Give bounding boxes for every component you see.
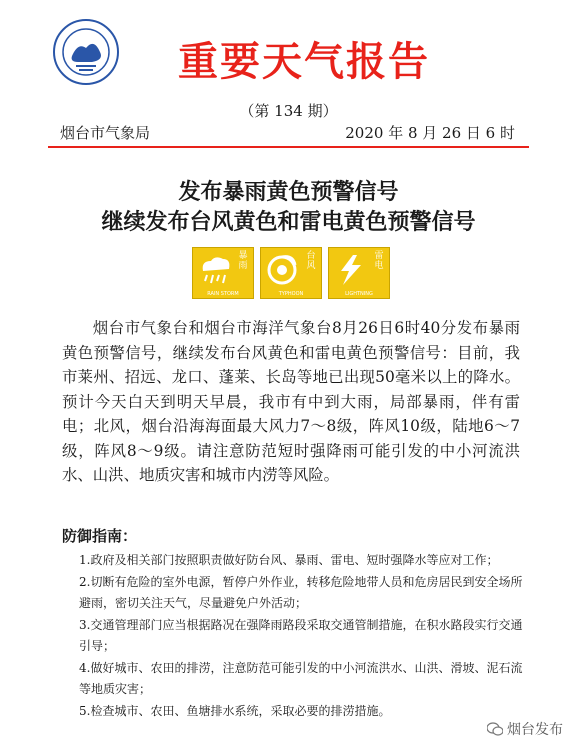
typhoon-icon <box>265 253 303 287</box>
headline-line1: 发布暴雨黄色预警信号 <box>178 179 399 205</box>
lightning-en-label: LIGHTNING <box>345 291 373 297</box>
guide-item: 3.交通管理部门应当根据路况在强降雨路段采取交通管制措施，在积水路段实行交通引导； <box>79 617 523 653</box>
typhoon-label: 台风 <box>306 251 316 271</box>
guide-list <box>79 550 525 722</box>
rainstorm-en-label: RAIN STORM <box>207 291 239 297</box>
watermark-text: 烟台发布 <box>507 722 563 738</box>
guide-title: 防御指南： <box>62 527 138 545</box>
headline-line2: 继续发布台风黄色和雷电黄色预警信号 <box>101 209 476 235</box>
watermark <box>487 719 563 739</box>
warning-signals <box>192 247 390 299</box>
issue-number: （第 134 期） <box>239 102 338 120</box>
agency-name: 烟台市气象局 <box>60 124 151 142</box>
lightning-label: 雷电 <box>374 251 384 271</box>
issue-datetime: 2020 年 8 月 26 日 6 时 <box>345 124 515 142</box>
typhoon-signal <box>260 247 322 299</box>
report-body: 烟台市气象台和烟台市海洋气象台8月26日6时40分发布暴雨黄色预警信号，继续发布台风黄色和雷电黄色预警信号：目前，我市莱州、招远、龙口、蓬莱、长岛等地已出现50毫米以上的降水。预计今天白天到明天早晨，我市有中到大雨，局部暴雨，伴有雷电；北风，烟台沿海海面最大风力7～8级，阵风10级，陆地6～7级，阵风8～9级。请注意防范短时强降雨可能引发的中小河流洪水、山洪、地质灾害和城市内涝等风险。 <box>62 319 520 484</box>
guide-item: 2.切断有危险的室外电源，暂停户外作业，转移危险地带人员和危房居民到安全场所避雨，密切关注天气，尽量避免户外活动； <box>79 574 523 610</box>
guide-item: 4.做好城市、农田的排涝，注意防范可能引发的中小河流洪水、山洪、滑坡、泥石流等地质灾害； <box>79 660 523 696</box>
guide-item: 5.检查城市、农田、鱼塘排水系统，采取必要的排涝措施。 <box>79 703 391 718</box>
rainstorm-label: 暴雨 <box>238 251 248 271</box>
typhoon-en-label: TYPHOON <box>278 291 304 297</box>
guide-item: 1.政府及相关部门按照职责做好防台风、暴雨、雷电、短时强降水等应对工作； <box>79 553 499 567</box>
rainstorm-signal <box>192 247 254 299</box>
red-divider <box>48 146 529 148</box>
lightning-icon <box>333 253 371 287</box>
report-title: 重要天气报告 <box>178 38 430 85</box>
lightning-signal <box>328 247 390 299</box>
rainstorm-icon <box>197 253 235 287</box>
meteorological-bureau-logo <box>52 18 120 86</box>
meta-row <box>60 122 515 143</box>
wechat-icon <box>487 722 503 736</box>
